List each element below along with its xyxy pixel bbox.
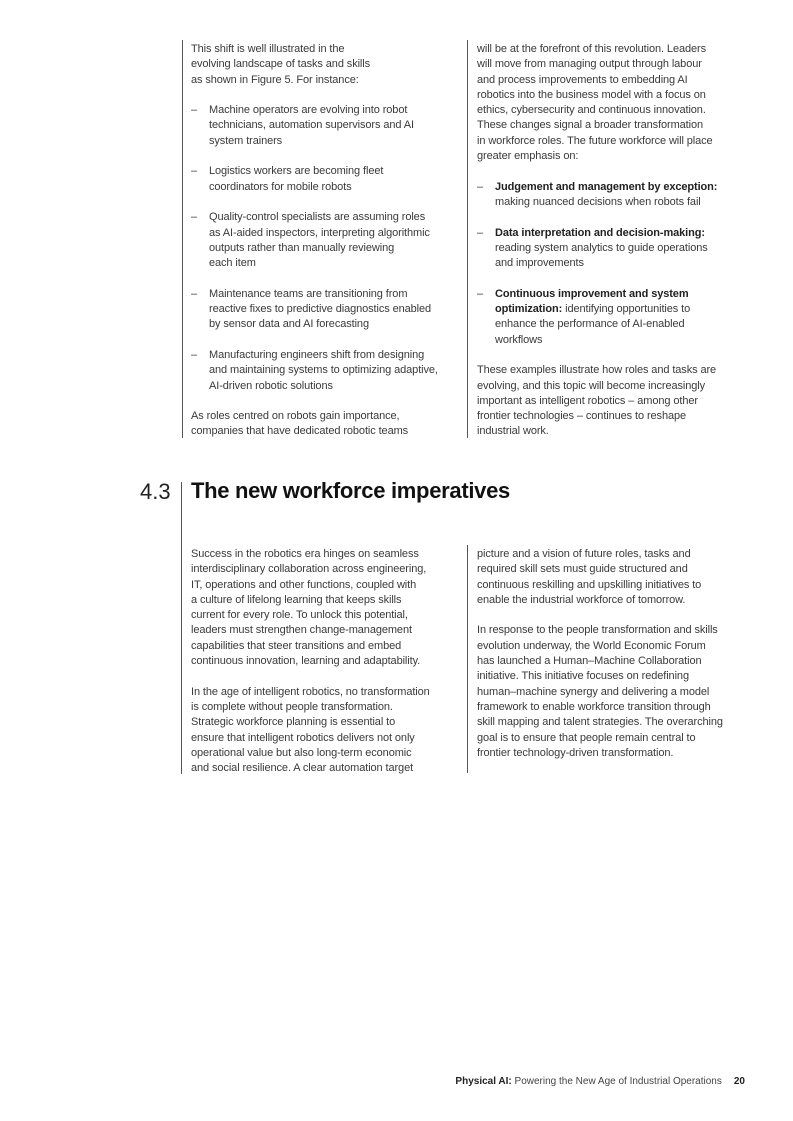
top-left-column [191, 42, 438, 440]
list-item-lead: Continuous improvement and system optimization: [495, 287, 689, 316]
paragraph: will be at the forefront of this revolution. Leaders will move from managing output through labour and process improvements to embedding AI robotics into the business model with a focus on ethics, cybersecurity and continuous innovation. These changes signal a broader transformation in workforce roles. The future workforce will place greater emphasis on: [477, 43, 713, 163]
paragraph: These examples illustrate how roles and tasks are evolving, and this topic will become increasingly important as intelligent robotics – among other frontier technologies – continues to reshape industrial work. [477, 364, 717, 438]
list-item [191, 348, 438, 394]
dash-bullet: – [477, 287, 484, 300]
section-rule [181, 482, 182, 774]
section-right-column [477, 547, 723, 761]
list-item-text: Manufacturing engineers shift from designing and maintaining systems to optimizing adaptive, AI-driven robotic solutions [209, 348, 438, 392]
list-item-text: Quality-control specialists are assuming roles as AI-aided inspectors, interpreting algorithmic outputs rather than manually reviewing each item [209, 211, 430, 270]
footer-report-title: Powering the New Age of Industrial Operations [511, 1076, 722, 1087]
footer-report-title-bold: Physical AI: [455, 1076, 512, 1087]
list-item [191, 210, 438, 271]
page-footer [455, 1076, 745, 1087]
list-item [477, 180, 717, 211]
paragraph: Success in the robotics era hinges on seamless interdisciplinary collaboration across engineering, IT, operations and other functions, coupled with a culture of lifelong learning that keeps skills current for every role. To unlock this potential, leaders must strengthen change-management capabilities that steer transitions and embed continuous innovation, learning and adaptability. [191, 548, 427, 668]
dash-bullet: – [477, 180, 484, 193]
list-item-text: reading system analytics to guide operations and improvements [495, 241, 708, 270]
paragraph: This shift is well illustrated in the evolving landscape of tasks and skills as shown in Figure 5. For instance: [191, 43, 371, 86]
list-item-text: identifying opportunities to enhance the performance of AI-enabled workflows [495, 303, 691, 346]
list-item-lead: Data interpretation and decision-making: [495, 226, 705, 239]
dash-bullet: – [477, 226, 484, 239]
section-title: The new workforce imperatives [191, 478, 510, 503]
list-item-lead: Judgement and management by exception: [495, 180, 718, 193]
top-right-column [477, 42, 717, 440]
column-rule-top-right [467, 40, 468, 438]
list-item [477, 226, 717, 272]
section-left-column [191, 547, 430, 776]
paragraph: As roles centred on robots gain importance, companies that have dedicated robotic teams [191, 410, 409, 438]
list-item [191, 164, 438, 195]
list-item [191, 287, 438, 333]
paragraph: In response to the people transformation and skills evolution underway, the World Economic Forum has launched a Human–Machine Collaboration initiative. This initiative focuses on redefining human–machine synergy and delivering a model framework to enable workforce transition through skill mapping and talent strategies. The overarching goal is to ensure that people remain central to frontier technology-driven transformation. [477, 624, 723, 759]
dash-bullet: – [191, 287, 198, 300]
list-item-text: Logistics workers are becoming fleet coordinators for mobile robots [209, 165, 384, 193]
list-item-text: Machine operators are evolving into robot technicians, automation supervisors and AI system trainers [209, 104, 414, 147]
dash-bullet: – [191, 104, 198, 117]
list-item-text: Maintenance teams are transitioning from reactive fixes to predictive diagnostics enabled by sensor data and AI forecasting [209, 287, 432, 331]
list-item [477, 287, 717, 348]
section-number: 4.3 [140, 479, 171, 504]
dash-bullet: – [191, 211, 198, 224]
column-rule-top-left [182, 40, 183, 438]
paragraph: In the age of intelligent robotics, no transformation is complete without people transformation. Strategic workforce planning is essential to ensure that intelligent robotics delivers not only operational value but also long-term economic and social resilience. A clear automation target [191, 685, 430, 775]
dash-bullet: – [191, 165, 198, 178]
dash-bullet: – [191, 348, 198, 361]
page-number: 20 [733, 1076, 745, 1087]
list-item-text: making nuanced decisions when robots fail [495, 195, 701, 208]
paragraph: picture and a vision of future roles, tasks and required skill sets must guide structured and continuous reskilling and upskilling initiatives to enable the industrial workforce of tomorrow. [477, 548, 702, 606]
column-rule-section-right [467, 545, 468, 773]
list-item [191, 103, 438, 149]
